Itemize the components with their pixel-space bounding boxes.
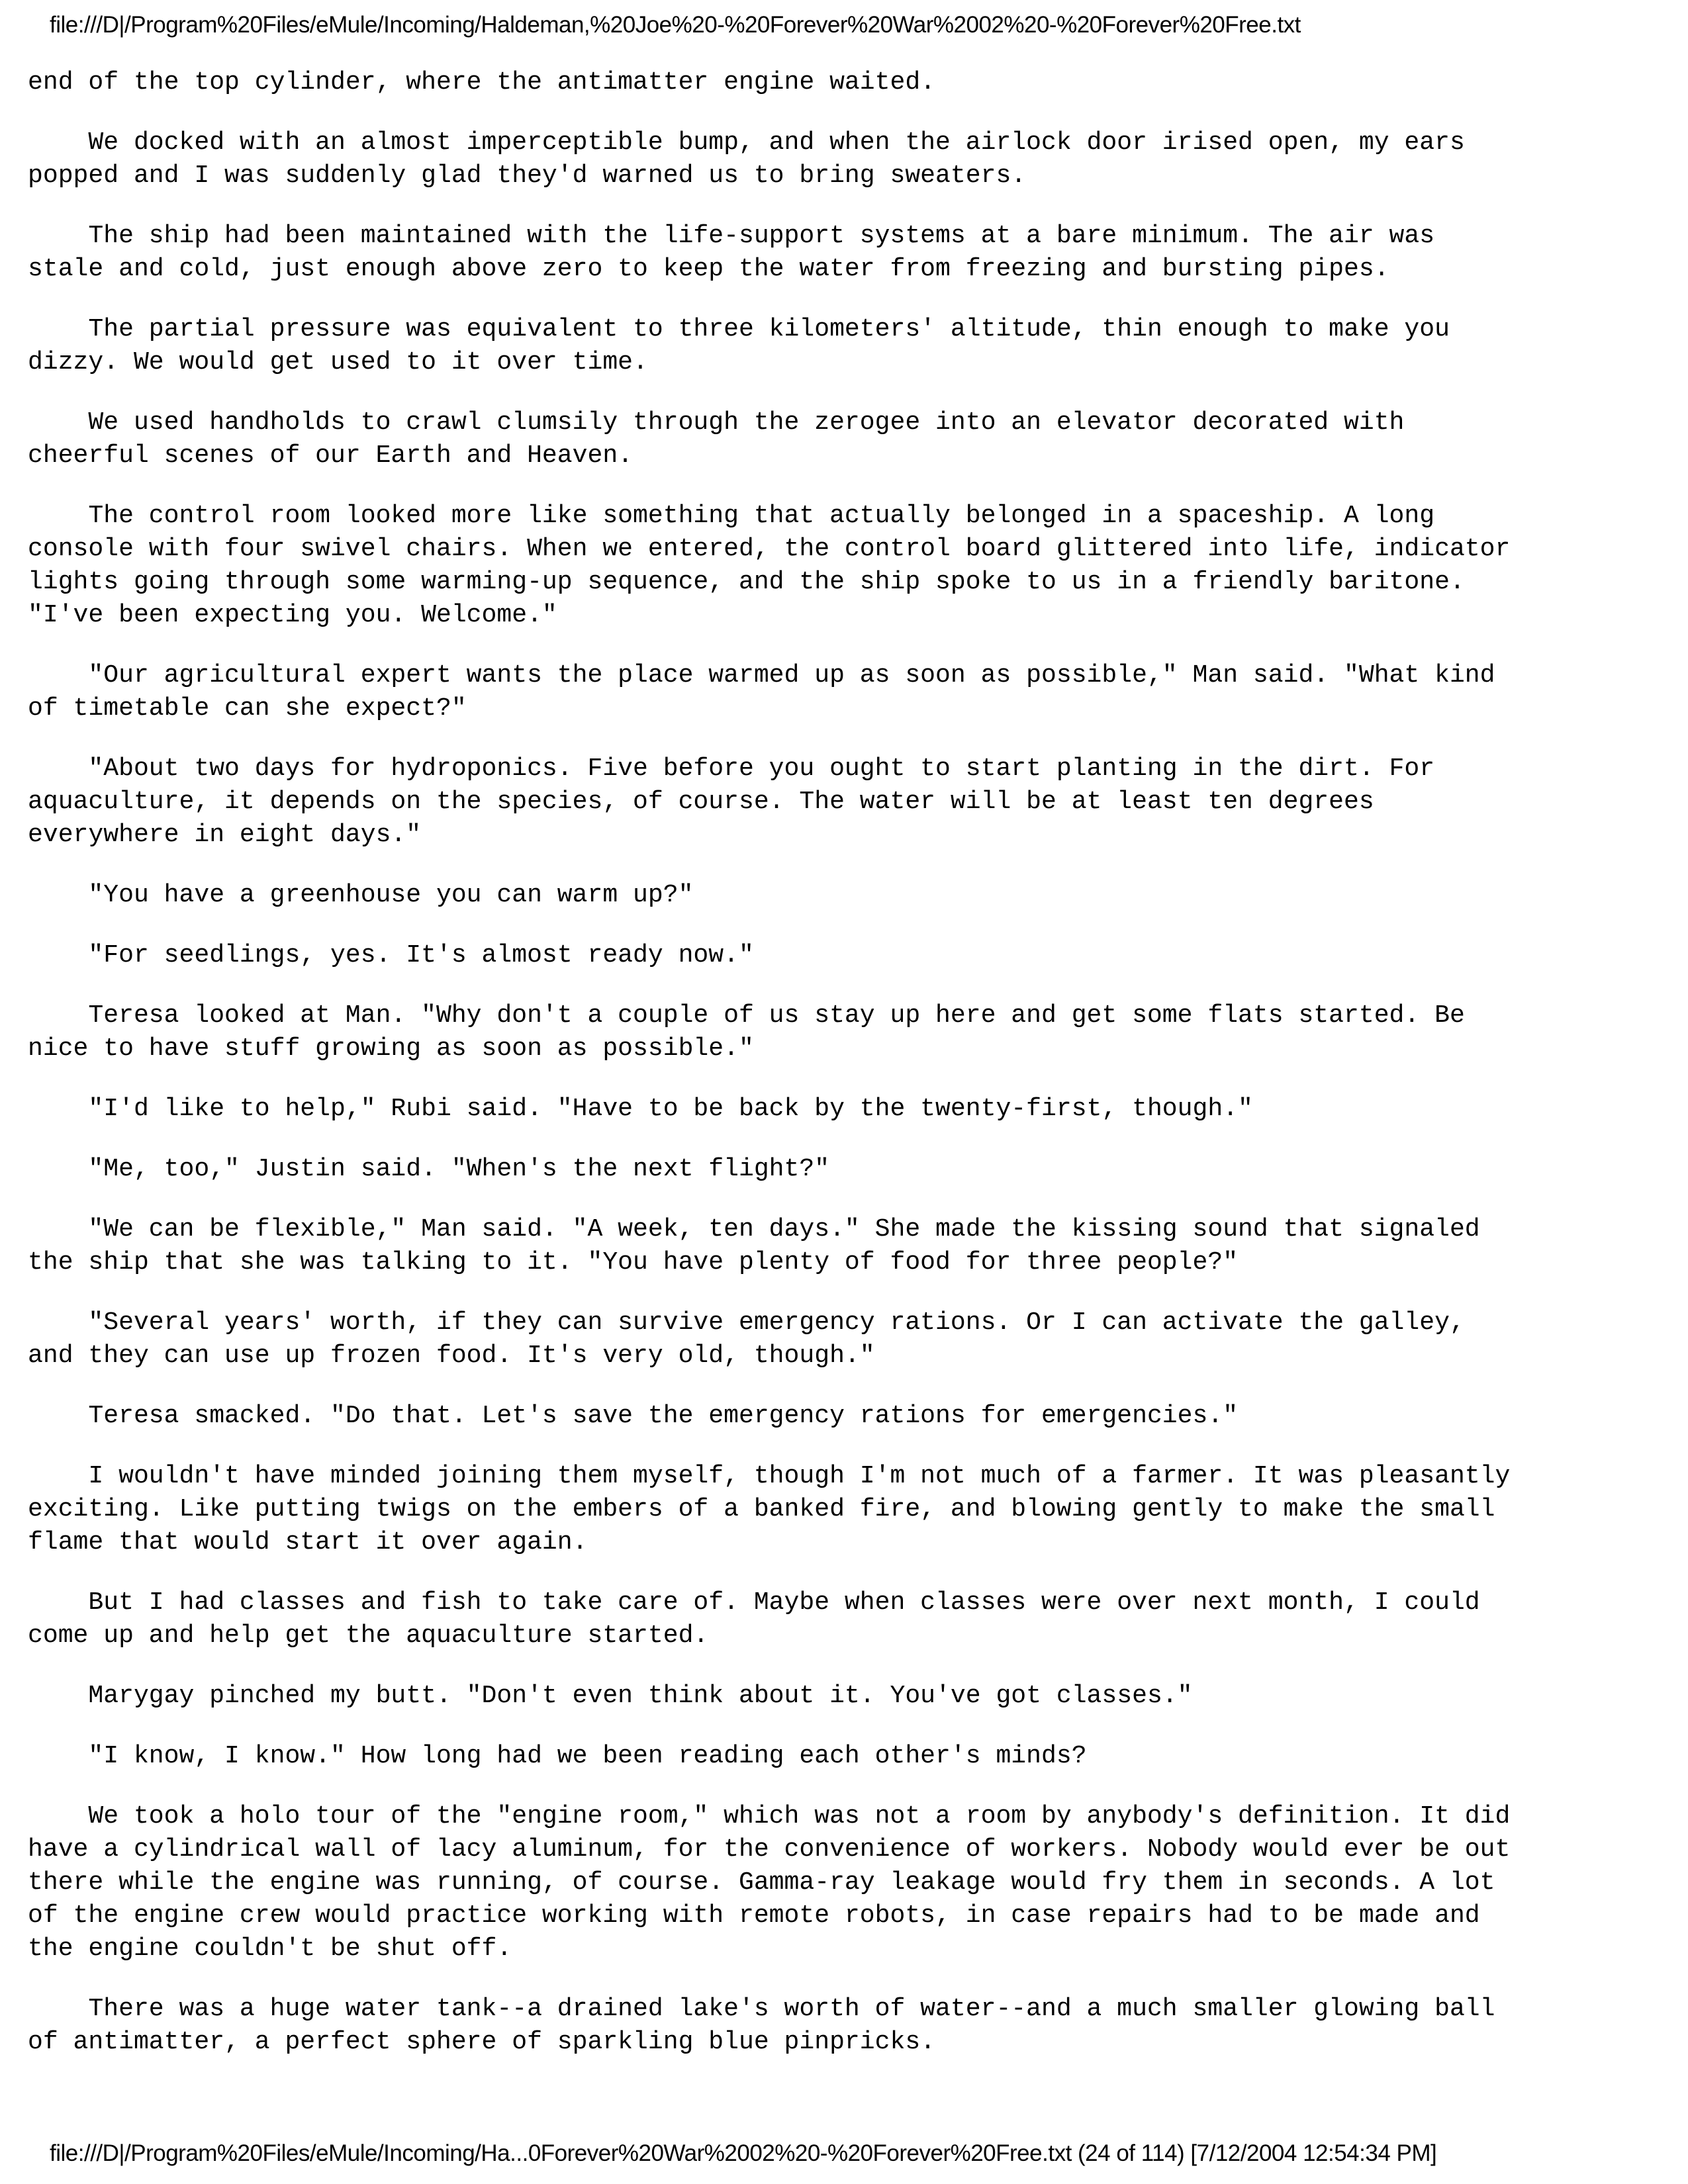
paragraph: "For seedlings, yes. It's almost ready now." <box>28 941 754 970</box>
paragraph: "We can be flexible," Man said. "A week, ten days." She made the kissing sound that signaled the ship that she was talking to it. "You have plenty of food for three people?" <box>28 1215 1480 1277</box>
paragraph: Teresa looked at Man. "Why don't a couple of us stay up here and get some flats started. Be nice to have stuff growing as soon as possible." <box>28 1001 1465 1063</box>
paragraph: Teresa smacked. "Do that. Let's save the emergency rations for emergencies." <box>28 1402 1239 1430</box>
paragraph: There was a huge water tank--a drained lake's worth of water--and a much smaller glowing ball of antimatter, a perfect sphere of sparkling blue pinpricks. <box>28 1995 1495 2056</box>
page-header-url: file:///D|/Program%20Files/eMule/Incoming/Haldeman,%20Joe%20-%20Forever%20War%2002%20-%20Forever%20Free.txt <box>50 12 1301 38</box>
paragraph: "Several years' worth, if they can survive emergency rations. Or I can activate the galley, and they can use up frozen food. It's very old, though." <box>28 1308 1465 1370</box>
paragraph: The partial pressure was equivalent to three kilometers' altitude, thin enough to make you dizzy. We would get used to it over time. <box>28 315 1450 377</box>
paragraph: The ship had been maintained with the life-support systems at a bare minimum. The air was stale and cold, just enough above zero to keep the water from freezing and bursting pipes. <box>28 222 1435 283</box>
paragraph: "Me, too," Justin said. "When's the next flight?" <box>28 1155 830 1183</box>
paragraph: "You have a greenhouse you can warm up?" <box>28 881 694 909</box>
paragraph: "Our agricultural expert wants the place warmed up as soon as possible," Man said. "What kind of timetable can she expect?" <box>28 661 1495 723</box>
paragraph: But I had classes and fish to take care of. Maybe when classes were over next month, I could come up and help get the aquaculture started. <box>28 1588 1480 1650</box>
paragraph: end of the top cylinder, where the antimatter engine waited. <box>28 68 936 97</box>
paragraph: I wouldn't have minded joining them myself, though I'm not much of a farmer. It was pleasantly exciting. Like putting twigs on the embers of a banked fire, and blowing gently to make the small flame that would start it over again. <box>28 1462 1511 1557</box>
paragraph: We docked with an almost imperceptible bump, and when the airlock door irised open, my ears popped and I was suddenly glad they'd warned us to bring sweaters. <box>28 128 1465 190</box>
paragraph: "I know, I know." How long had we been reading each other's minds? <box>28 1742 1087 1770</box>
paragraph: Marygay pinched my butt. "Don't even think about it. You've got classes." <box>28 1682 1193 1710</box>
paragraph: We used handholds to crawl clumsily through the zerogee into an elevator decorated with cheerful scenes of our Earth and Heaven. <box>28 408 1405 470</box>
paragraph: We took a holo tour of the "engine room," which was not a room by anybody's definition. It did have a cylindrical wall of lacy aluminum, for the convenience of workers. Nobody would ever be out there while the engine was running, of course. Gamma-ray leakage would fry them in seconds. A lot of the engine crew would practice working with remote robots, in case repairs had to be made and the engine couldn't be shut off. <box>28 1802 1511 1963</box>
paragraph: The control room looked more like something that actually belonged in a spaceship. A long console with four swivel chairs. When we entered, the control board glittered into life, indicator lights going through some warming-up sequence, and the ship spoke to us in a friendly baritone. "I've been expecting you. Welcome." <box>28 502 1511 629</box>
paragraph: "I'd like to help," Rubi said. "Have to be back by the twenty-first, though." <box>28 1095 1253 1123</box>
page-footer: file:///D|/Program%20Files/eMule/Incoming/Ha...0Forever%20War%2002%20-%20Forever%20Free.txt (24 of 114) [7/12/2004 12:54:34 PM] <box>50 2140 1437 2166</box>
document-body <box>28 66 1663 2086</box>
paragraph: "About two days for hydroponics. Five before you ought to start planting in the dirt. For aquaculture, it depends on the species, of course. The water will be at least ten degrees everywhere in eight days." <box>28 754 1435 849</box>
